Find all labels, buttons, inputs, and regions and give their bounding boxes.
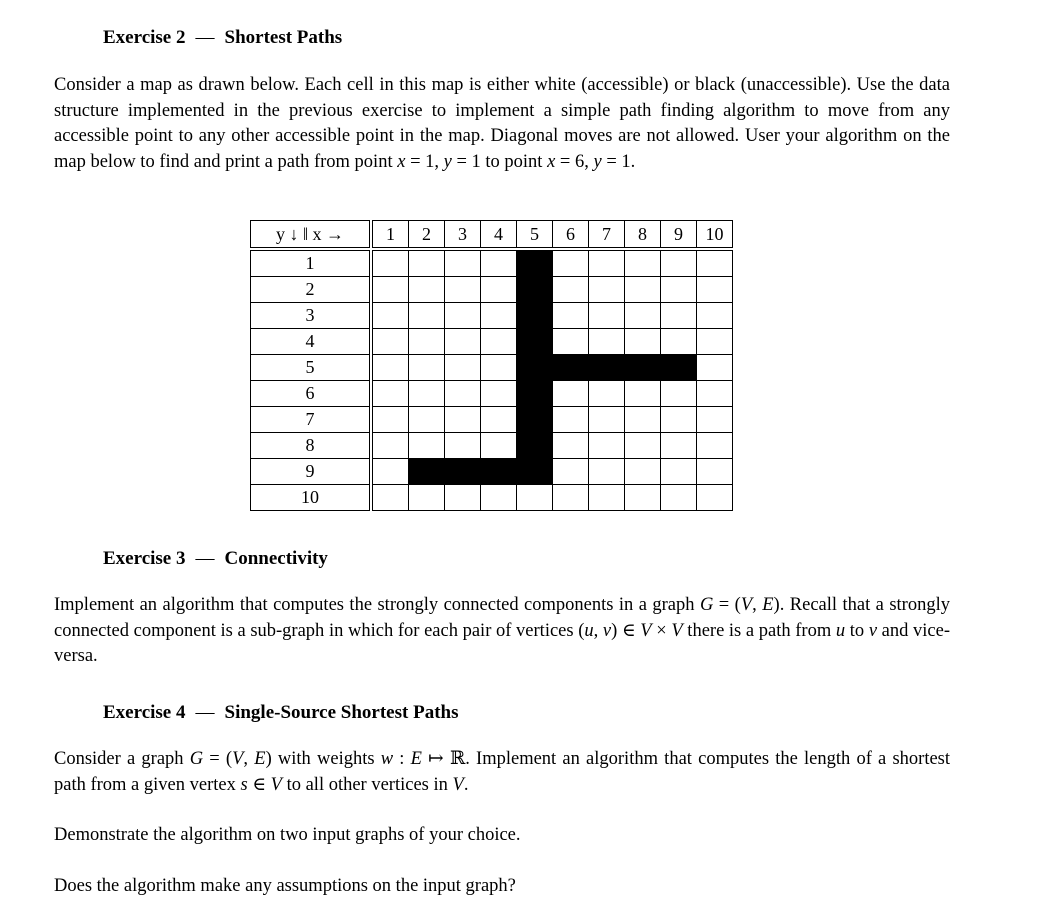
math-v: v xyxy=(602,620,612,641)
math-u: u xyxy=(835,620,846,641)
map-cell-open xyxy=(625,277,661,303)
math-comma: , xyxy=(584,151,594,172)
column-header: 3 xyxy=(445,221,481,248)
exercise-2-paragraph xyxy=(54,73,950,175)
math-comma: , xyxy=(434,151,444,172)
map-cell-open xyxy=(373,407,409,433)
map-cell-open xyxy=(409,433,445,459)
math-close: ). xyxy=(773,595,785,615)
map-cell-blocked xyxy=(445,459,481,485)
map-cell-open xyxy=(373,329,409,355)
row-header: 10 xyxy=(251,485,370,511)
map-cell-open xyxy=(589,277,625,303)
map-cell-blocked xyxy=(517,433,553,459)
map-cell-open xyxy=(373,303,409,329)
exercise-2-title: Exercise 2 xyxy=(103,27,186,48)
math-s: s xyxy=(240,774,248,795)
map-grid-table xyxy=(250,220,733,511)
column-header: 7 xyxy=(589,221,625,248)
map-cell-open xyxy=(625,459,661,485)
map-cell-open xyxy=(409,251,445,277)
map-cell-open xyxy=(553,459,589,485)
column-header: 10 xyxy=(697,221,733,248)
map-cell-open xyxy=(589,329,625,355)
map-cell-open xyxy=(481,381,517,407)
map-cell-blocked xyxy=(517,303,553,329)
math-y2: 1 xyxy=(621,151,631,172)
map-cell-blocked xyxy=(517,277,553,303)
map-cell-open xyxy=(661,329,697,355)
row-header: 2 xyxy=(251,277,370,303)
exercise-2-heading xyxy=(103,27,342,49)
exercise-3-text-end: and vice-versa. xyxy=(54,620,951,666)
exercise-4-text: Consider a graph xyxy=(54,749,190,769)
map-cell-blocked xyxy=(553,355,589,381)
map-cell-open xyxy=(553,381,589,407)
map-cell-open xyxy=(445,433,481,459)
exercise-4-paragraph xyxy=(54,747,950,798)
math-mapsto: ↦ xyxy=(421,749,450,769)
map-cell-open xyxy=(625,485,661,511)
map-cell-open xyxy=(661,277,697,303)
exercise-4-subtitle: Single-Source Shortest Paths xyxy=(224,702,459,723)
map-cell-open xyxy=(373,459,409,485)
exercise-4-text-3: to all other vertices in xyxy=(281,774,453,795)
map-cell-open xyxy=(697,381,733,407)
math-V: V xyxy=(232,749,244,769)
math-x: x xyxy=(547,151,556,172)
map-cell-blocked xyxy=(661,355,697,381)
exercise-4-assumption-paragraph: Does the algorithm make any assumptions on the input graph? xyxy=(54,876,516,896)
map-cell-open xyxy=(697,303,733,329)
map-cell-open xyxy=(409,277,445,303)
map-cell-open xyxy=(589,381,625,407)
map-cell-open xyxy=(697,485,733,511)
map-cell-open xyxy=(625,329,661,355)
map-cell-open xyxy=(481,329,517,355)
math-V: V xyxy=(740,595,753,615)
map-cell-open xyxy=(697,251,733,277)
map-cell-blocked xyxy=(517,407,553,433)
column-header: 1 xyxy=(373,221,409,248)
exercise-3-text-2: Recall that a strongly connected component is a sub-graph in which for each pair of vertices ( xyxy=(54,595,950,641)
row-header: 3 xyxy=(251,303,370,329)
map-cell-open xyxy=(697,459,733,485)
exercise-4-text-end: . xyxy=(463,774,469,795)
map-cell-open xyxy=(661,251,697,277)
heading-dash: — xyxy=(195,702,215,723)
map-cell-open xyxy=(553,329,589,355)
row-header: 7 xyxy=(251,407,370,433)
math-G: G xyxy=(189,749,204,769)
map-row xyxy=(251,355,733,381)
exercise-4-heading xyxy=(103,702,458,724)
math-eq: = xyxy=(451,151,472,172)
math-E: E xyxy=(254,749,266,769)
row-header: 8 xyxy=(251,433,370,459)
map-cell-open xyxy=(697,329,733,355)
exercise-3-subtitle: Connectivity xyxy=(224,548,328,569)
math-w: w xyxy=(380,749,394,769)
map-cell-open xyxy=(445,277,481,303)
map-row xyxy=(251,277,733,303)
exercise-2-subtitle: Shortest Paths xyxy=(224,27,343,48)
map-cell-open xyxy=(373,433,409,459)
to-point-text: to point xyxy=(480,151,548,172)
math-V: V xyxy=(671,620,683,641)
row-header: 1 xyxy=(251,251,370,277)
map-row xyxy=(251,329,733,355)
map-cell-open xyxy=(373,485,409,511)
map-cell-open xyxy=(445,355,481,381)
column-header: 8 xyxy=(625,221,661,248)
map-cell-open xyxy=(445,251,481,277)
map-cell-open xyxy=(481,277,517,303)
map-cell-blocked xyxy=(517,459,553,485)
map-cell-open xyxy=(409,355,445,381)
map-cell-open xyxy=(661,381,697,407)
math-colon: : xyxy=(393,749,411,769)
map-cell-blocked xyxy=(517,355,553,381)
map-cell-blocked xyxy=(517,329,553,355)
map-cell-open xyxy=(589,433,625,459)
math-V: V xyxy=(270,774,282,795)
map-cell-open xyxy=(697,433,733,459)
math-R: ℝ xyxy=(449,749,466,769)
map-cell-open xyxy=(481,355,517,381)
exercise-3-text: Implement an algorithm that computes the strongly connected components in a graph xyxy=(54,595,700,615)
map-cell-open xyxy=(661,407,697,433)
math-y: y xyxy=(443,151,452,172)
exercise-4-text-2: . Implement an algorithm that computes the length of a shortest path from a given vertex xyxy=(54,749,951,795)
map-cell-open xyxy=(589,407,625,433)
math-V: V xyxy=(640,620,652,641)
math-eq: = xyxy=(405,151,426,172)
map-cell-open xyxy=(481,485,517,511)
row-header: 6 xyxy=(251,381,370,407)
column-header: 4 xyxy=(481,221,517,248)
map-cell-open xyxy=(445,329,481,355)
exercise-2-text: Consider a map as drawn below. Each cell in this map is either white (accessible) or black (unaccessible). Use the data structure implemented in the previous exercise to implement a simple path finding algorithm to move from any accessible point to any other accessible point in the map. Diagonal moves are not allowed. User your algorithm on the map below to find and print a path from point xyxy=(54,75,950,172)
map-row xyxy=(251,251,733,277)
exercise-4-demo-paragraph: Demonstrate the algorithm on two input graphs of your choice. xyxy=(54,825,521,845)
map-cell-open xyxy=(625,303,661,329)
map-cell-open xyxy=(373,251,409,277)
column-header: 6 xyxy=(553,221,589,248)
map-cell-open xyxy=(661,433,697,459)
map-cell-blocked xyxy=(481,459,517,485)
heading-dash: — xyxy=(195,27,215,48)
map-cell-blocked xyxy=(517,251,553,277)
map-cell-blocked xyxy=(409,459,445,485)
map-cell-open xyxy=(553,485,589,511)
map-cell-open xyxy=(661,485,697,511)
to-word: to xyxy=(845,620,869,641)
math-y1: 1 xyxy=(471,151,481,172)
map-cell-open xyxy=(553,251,589,277)
math-comma: , xyxy=(593,620,603,641)
map-cell-open xyxy=(625,381,661,407)
math-E: E xyxy=(762,595,774,615)
map-cell-blocked xyxy=(625,355,661,381)
map-cell-open xyxy=(445,485,481,511)
map-cell-open xyxy=(661,459,697,485)
map-cell-open xyxy=(661,303,697,329)
row-header: 4 xyxy=(251,329,370,355)
map-cell-open xyxy=(589,251,625,277)
map-cell-open xyxy=(445,407,481,433)
map-row xyxy=(251,433,733,459)
map-row xyxy=(251,381,733,407)
map-cell-open xyxy=(409,485,445,511)
map-cell-open xyxy=(517,485,553,511)
math-x1: 1 xyxy=(425,151,435,172)
axis-header-label: y ↓ ‖ x → xyxy=(251,221,370,248)
map-cell-open xyxy=(625,251,661,277)
exercise-3-heading xyxy=(103,548,328,570)
exercise-3-text-3: there is a path from xyxy=(682,620,836,641)
math-eq-open: = ( xyxy=(203,749,233,769)
math-in: ∈ xyxy=(247,774,271,795)
map-cell-open xyxy=(409,407,445,433)
map-cell-open xyxy=(697,407,733,433)
map-cell-open xyxy=(409,381,445,407)
map-cell-open xyxy=(409,303,445,329)
math-y: y xyxy=(593,151,602,172)
math-in: ) ∈ xyxy=(611,620,641,641)
map-cell-open xyxy=(373,277,409,303)
map-cell-open xyxy=(445,381,481,407)
math-x: x xyxy=(397,151,406,172)
map-cell-open xyxy=(481,433,517,459)
map-cell-blocked xyxy=(517,381,553,407)
column-header: 5 xyxy=(517,221,553,248)
math-v: v xyxy=(868,620,878,641)
map-row xyxy=(251,407,733,433)
map-cell-open xyxy=(553,433,589,459)
map-cell-open xyxy=(481,407,517,433)
math-comma: , xyxy=(243,749,255,769)
map-cell-open xyxy=(697,277,733,303)
math-G: G xyxy=(699,595,714,615)
math-V: V xyxy=(452,774,464,795)
map-cell-blocked xyxy=(589,355,625,381)
math-E: E xyxy=(410,749,422,769)
map-row xyxy=(251,485,733,511)
map-cell-open xyxy=(697,355,733,381)
map-cell-open xyxy=(481,251,517,277)
column-header: 9 xyxy=(661,221,697,248)
map-cell-open xyxy=(445,303,481,329)
map-cell-open xyxy=(589,459,625,485)
map-header-row xyxy=(251,221,733,248)
map-row xyxy=(251,303,733,329)
math-eq: = xyxy=(601,151,622,172)
map-cell-open xyxy=(553,407,589,433)
map-cell-open xyxy=(373,355,409,381)
exercise-3-title: Exercise 3 xyxy=(103,548,186,569)
map-cell-open xyxy=(625,407,661,433)
exercise-3-paragraph xyxy=(54,593,950,670)
weights-text: ) with weights xyxy=(265,749,381,769)
math-x2: 6 xyxy=(574,151,585,172)
math-eq: = xyxy=(555,151,575,172)
map-cell-open xyxy=(625,433,661,459)
row-header: 9 xyxy=(251,459,370,485)
math-times: × xyxy=(651,620,672,641)
map-row xyxy=(251,459,733,485)
period: . xyxy=(630,151,636,172)
map-cell-open xyxy=(553,303,589,329)
column-header: 2 xyxy=(409,221,445,248)
map-cell-open xyxy=(373,381,409,407)
math-u: u xyxy=(584,620,594,641)
map-cell-open xyxy=(409,329,445,355)
map-cell-open xyxy=(589,303,625,329)
map-cell-open xyxy=(481,303,517,329)
math-eq-open: = ( xyxy=(713,595,741,615)
map-cell-open xyxy=(553,277,589,303)
row-header: 5 xyxy=(251,355,370,381)
map-cell-open xyxy=(589,485,625,511)
heading-dash: — xyxy=(195,548,215,569)
math-comma: , xyxy=(752,595,763,615)
exercise-4-title: Exercise 4 xyxy=(103,702,186,723)
